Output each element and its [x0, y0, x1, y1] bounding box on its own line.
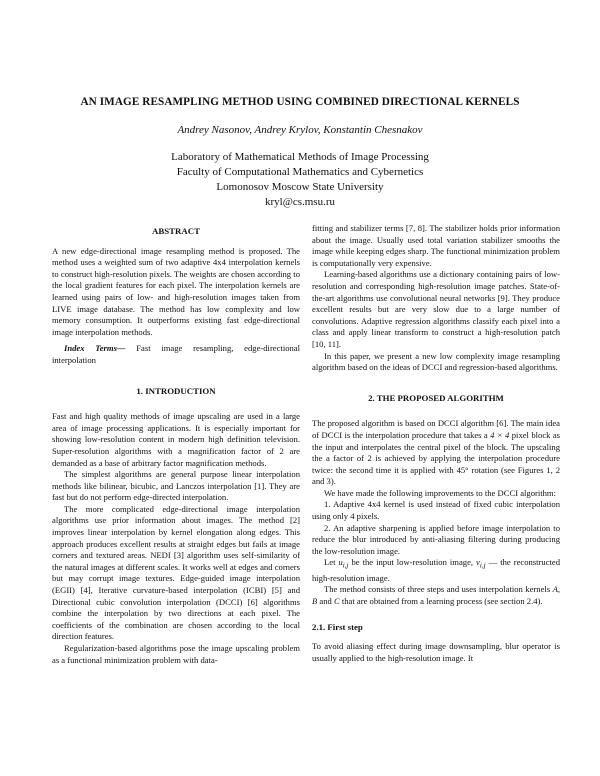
block-size-math: 4 × 4	[490, 429, 510, 440]
first-step-paragraph: To avoid aliasing effect during image downsampling, blur operator is usually applied to the high-resolution image. It	[312, 641, 560, 663]
paper-title: AN IMAGE RESAMPLING METHOD USING COMBINED DIRECTIONAL KERNELS	[80, 96, 520, 108]
affiliation-email: kryl@cs.msu.ru	[264, 196, 335, 208]
symbol-u: u	[338, 557, 343, 568]
proposed-algorithm-heading: 2. THE PROPOSED ALGORITHM	[368, 392, 504, 403]
kernel-separator: ,	[557, 584, 560, 595]
index-terms	[52, 343, 300, 366]
rotation-angle: 45°	[456, 464, 469, 475]
proposed-paragraph-2: We have made the following improvements to the DCCI algorithm:	[324, 487, 557, 498]
right-paragraph-3: In this paper, we present a new low complexity image resampling algorithm based on the ideas of DCCI and regression-based algorithms.	[312, 350, 560, 373]
kernel-c: C	[333, 595, 340, 606]
introduction-heading: 1. INTRODUCTION	[136, 385, 216, 396]
abstract-text: A new edge-directional image resampling method is proposed. The method uses a weighted sum of two adaptive 4x4 interpolation kernels to construct high-resolution pixels. The weights are chosen according to the local gradient features for each pixel. The interpolation kernels are learned using pairs of low- and high-resolution images taken from LIVE image database. The method has low complexity and low memory consumption. It outperforms existing fast edge-directional image interpolation methods.	[52, 245, 300, 337]
kernel-b: B	[312, 595, 318, 606]
kernel-and: and	[317, 595, 334, 606]
symbol-v: v	[476, 557, 480, 568]
proposed-p3-part-a: Let	[324, 557, 339, 568]
proposed-p1-part-a: The proposed algorithm is based on DCCI algorithm [6]. The main idea of DCCI is the interpolation procedure that takes a	[312, 418, 560, 440]
symbol-v-subscript: i,j	[479, 562, 486, 571]
right-paragraph-1: fitting and stabilizer terms [7, 8]. The stabilizer holds prior information about the image. Usually used total variation stabilizer smooths the image while keeping edges sharp. The functional minimization problem is computationally very expensive.	[312, 223, 560, 268]
index-terms-label: Index Terms—	[64, 343, 126, 354]
intro-paragraph-3: The more complicated edge-directional image interpolation algorithms use prior information about images. The method [2] improves linear interpolation by kernel elongation along edges. This approach produces excellent results at straight edges but fails at image corners and textured areas. NEDI [3] algorithm uses self-similarity of the natural images at different scales. It works well at edges and corners but may corrupt image textures. Edge-guided image interpolation (EGII) [4], Iterative curvature-based interpolation (ICBI) [5] and Directional cubic convolution interpolation (DCCI) [6] algorithms combine the interpolation by two directions at each pixel. The coefficients of the combination are chosen according to the local direction features.	[52, 503, 300, 642]
improvement-item-1: 1. Adaptive 4x4 kernel is used instead of fixed cubic interpolation using only 4 pixels.	[312, 499, 560, 522]
abstract-heading: ABSTRACT	[152, 226, 200, 236]
proposed-paragraph-4	[312, 584, 560, 607]
proposed-p1-part-b: pixel block as the input and interpolates the central pixel of the block. The upscaling the a factor of 2 is achieved by applying the interpolation procedure twice: the second time it is applied with	[312, 429, 560, 475]
proposed-p1-part-c: rotation (see Figures 1, 2 and 3).	[312, 464, 560, 487]
author-list: Andrey Nasonov, Andrey Krylov, Konstantin Chesnakov	[177, 124, 423, 136]
affiliation-university: Lomonosov Moscow State University	[216, 181, 384, 193]
affiliation-faculty: Faculty of Computational Mathematics and Cybernetics	[176, 166, 424, 178]
right-column	[312, 223, 560, 664]
intro-paragraph-2: The simplest algorithms are general purpose linear interpolation methods like bilinear, bicubic, and Lanczos interpolation [1]. They are fast but do not perform edge-directed interpolation.	[52, 469, 300, 503]
intro-paragraph-1: Fast and high quality methods of image upscaling are used in a large area of image processing applications. It is especially important for showing low-resolution content in modern high definition television. Super-resolution algorithms with a magnification factor of 2 are demanded as a base of arbitrary factor magnification methods.	[52, 411, 300, 468]
proposed-p3-part-b: be the input low-resolution image,	[348, 557, 477, 568]
right-paragraph-2: Learning-based algorithms use a dictionary containing pairs of low-resolution and corresponding high-resolution image patches. State-of-the-art algorithms use convolutional neural networks [9]. They produce excellent results but are very slow due to a large number of convolutions. Adaptive regression algorithms classify each pixel into a class and apply linear transform to construct a high-resolution patch [10, 11].	[312, 269, 560, 349]
improvement-item-2: 2. An adaptive sharpening is applied before image interpolation to reduce the blur introduced by anti-aliasing filtering during producing the low-resolution image.	[312, 522, 560, 556]
first-step-heading: 2.1. First step	[312, 621, 363, 632]
proposed-p4-part-a: The method consists of three steps and uses interpolation kernels	[324, 584, 553, 595]
intro-paragraph-4: Regularization-based algorithms pose the image upscaling problem as a functional minimization problem with data-	[52, 643, 300, 665]
kernel-a: A	[552, 584, 558, 595]
index-terms-text: Fast image resampling, edge-directional interpolation	[52, 343, 300, 365]
affiliation-lab: Laboratory of Mathematical Methods of Image Processing	[171, 151, 429, 163]
proposed-paragraph-1	[312, 418, 560, 488]
affiliation-block	[0, 150, 600, 210]
proposed-p4-part-b: that are obtained from a learning process (see section 2.4).	[339, 595, 543, 606]
symbol-u-subscript: i,j	[342, 562, 349, 571]
left-column	[52, 226, 300, 666]
proposed-paragraph-3	[312, 557, 560, 584]
proposed-p3-part-c: — the reconstructed high-resolution image.	[312, 557, 561, 583]
